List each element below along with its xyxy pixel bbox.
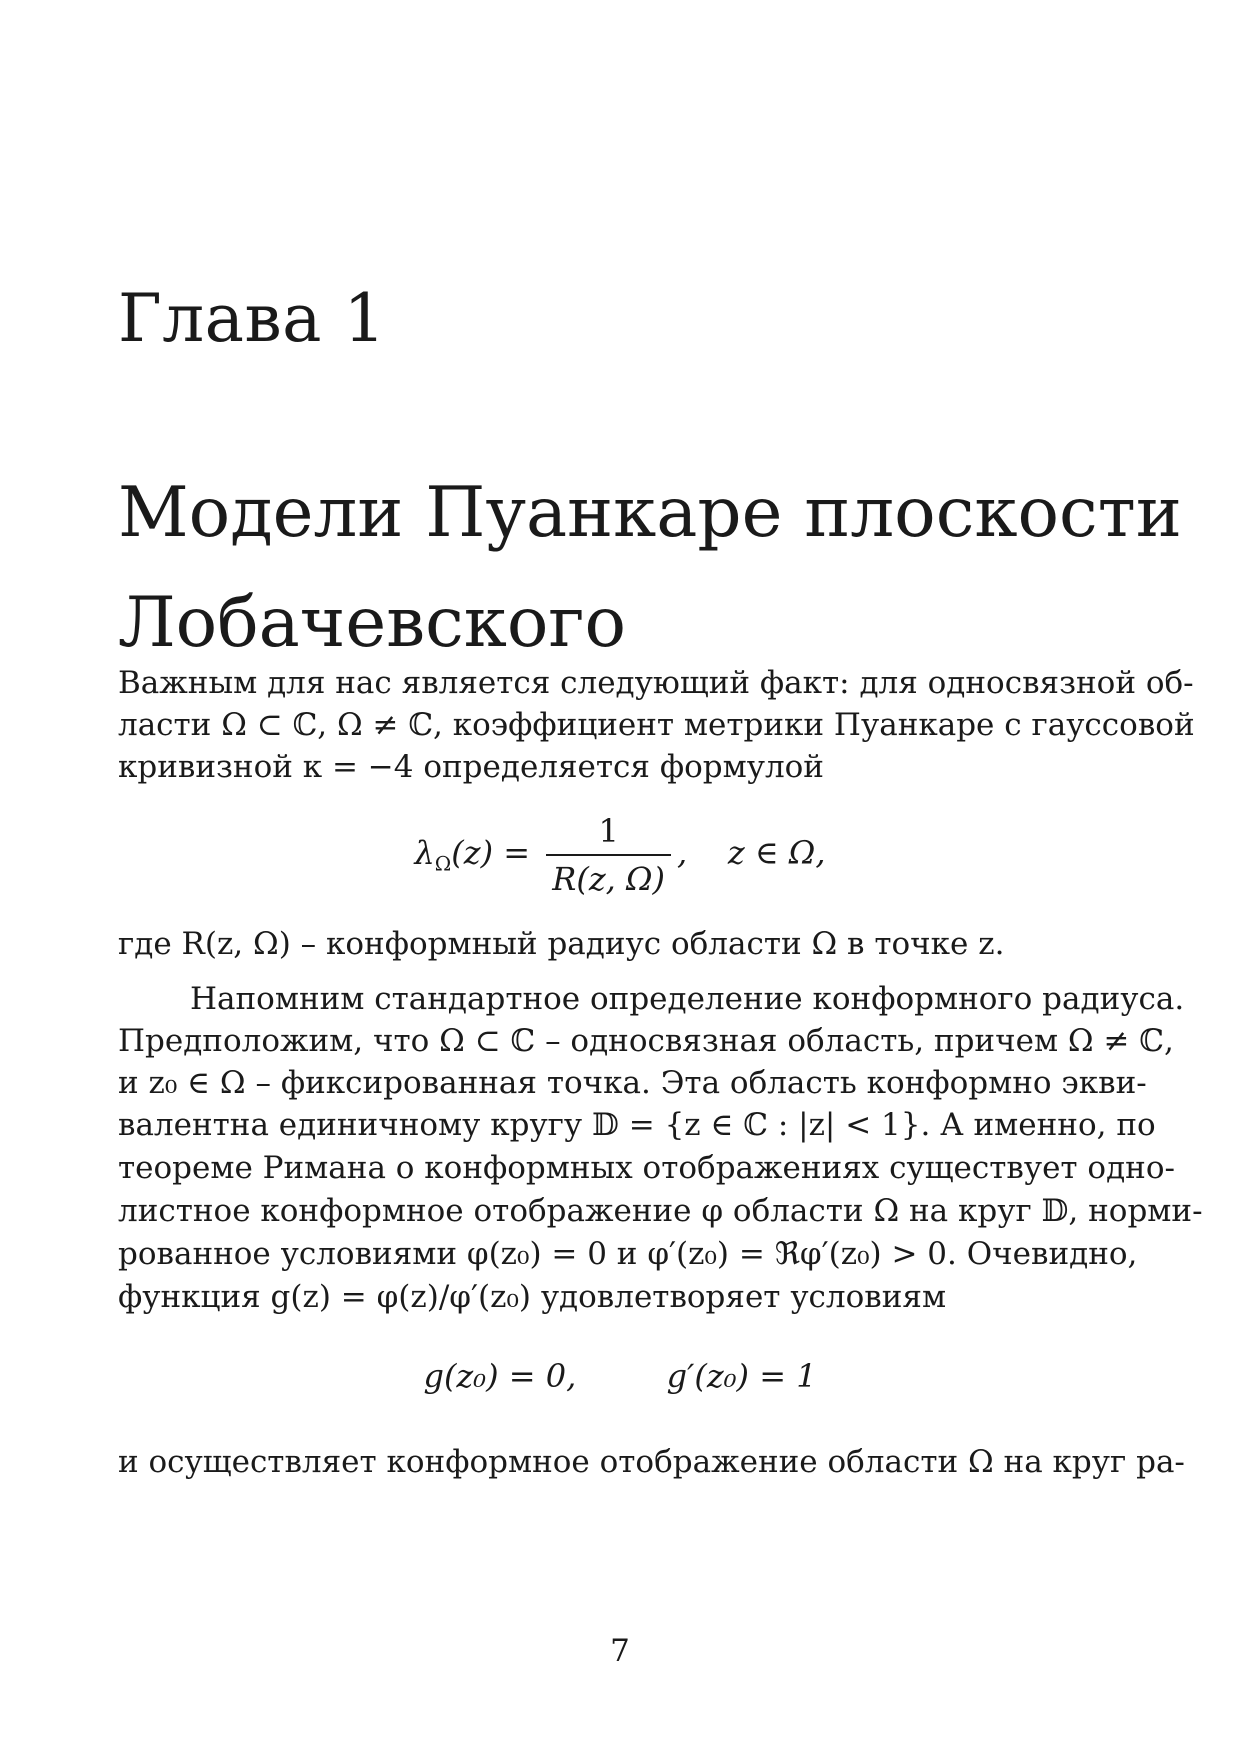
chapter-title-line-1: Модели Пуанкаре плоскости xyxy=(118,473,1182,553)
paragraph-3-line-5: теореме Римана о конформных отображениях существует одно- xyxy=(118,1150,1175,1186)
formula-lambda-argument: (z) = xyxy=(451,833,531,872)
formula-lambda-subscript: Ω xyxy=(434,852,452,876)
formula-poincare-metric xyxy=(0,812,1240,898)
formula-g-at-z0: g(z₀) = 0, xyxy=(423,1357,577,1395)
paragraph-1-line-2: ласти Ω ⊂ ℂ, Ω ≠ ℂ, коэффициент метрики Пуанкаре с гауссовой xyxy=(118,707,1195,743)
formula-g-prime-at-z0: g′(z₀) = 1 xyxy=(666,1357,817,1395)
paragraph-2-line-1: где R(z, Ω) – конформный радиус области Ω в точке z. xyxy=(118,926,1005,962)
formula-fraction xyxy=(546,812,671,898)
formula-domain-condition: , z ∈ Ω, xyxy=(677,833,826,872)
paragraph-1-line-1: Важным для нас является следующий факт: для односвязной об- xyxy=(118,665,1194,701)
chapter-label: Глава 1 xyxy=(118,280,386,357)
paragraph-3-line-7: рованное условиями φ(z₀) = 0 и φ′(z₀) = ℜφ′(z₀) > 0. Очевидно, xyxy=(118,1236,1138,1272)
paragraph-4-line-1: и осуществляет конформное отображение области Ω на круг ра- xyxy=(118,1444,1185,1480)
paragraph-3-line-2: Предположим, что Ω ⊂ ℂ – односвязная область, причем Ω ≠ ℂ, xyxy=(118,1023,1174,1059)
paragraph-3-line-1: Напомним стандартное определение конформного радиуса. xyxy=(190,981,1185,1017)
chapter-title-line-2: Лобачевского xyxy=(118,583,627,664)
formula-denominator: R(z, Ω) xyxy=(552,860,666,898)
paragraph-3-line-4: валентна единичному кругу 𝔻 = {z ∈ ℂ : |z| < 1}. А именно, по xyxy=(118,1107,1156,1143)
page-number: 7 xyxy=(610,1633,630,1669)
formula-numerator: 1 xyxy=(546,812,671,856)
paragraph-1-line-3: кривизной κ = −4 определяется формулой xyxy=(118,749,824,785)
formula-normalization xyxy=(0,1357,1240,1395)
chapter-title xyxy=(118,458,1182,679)
paragraph-3-line-6: листное конформное отображение φ области Ω на круг 𝔻, норми- xyxy=(118,1193,1203,1229)
paragraph-3-line-8: функция g(z) = φ(z)/φ′(z₀) удовлетворяет условиям xyxy=(118,1279,947,1315)
formula-lambda: λ xyxy=(414,833,435,872)
paragraph-3-line-3: и z₀ ∈ Ω – фиксированная точка. Эта область конформно экви- xyxy=(118,1065,1147,1101)
